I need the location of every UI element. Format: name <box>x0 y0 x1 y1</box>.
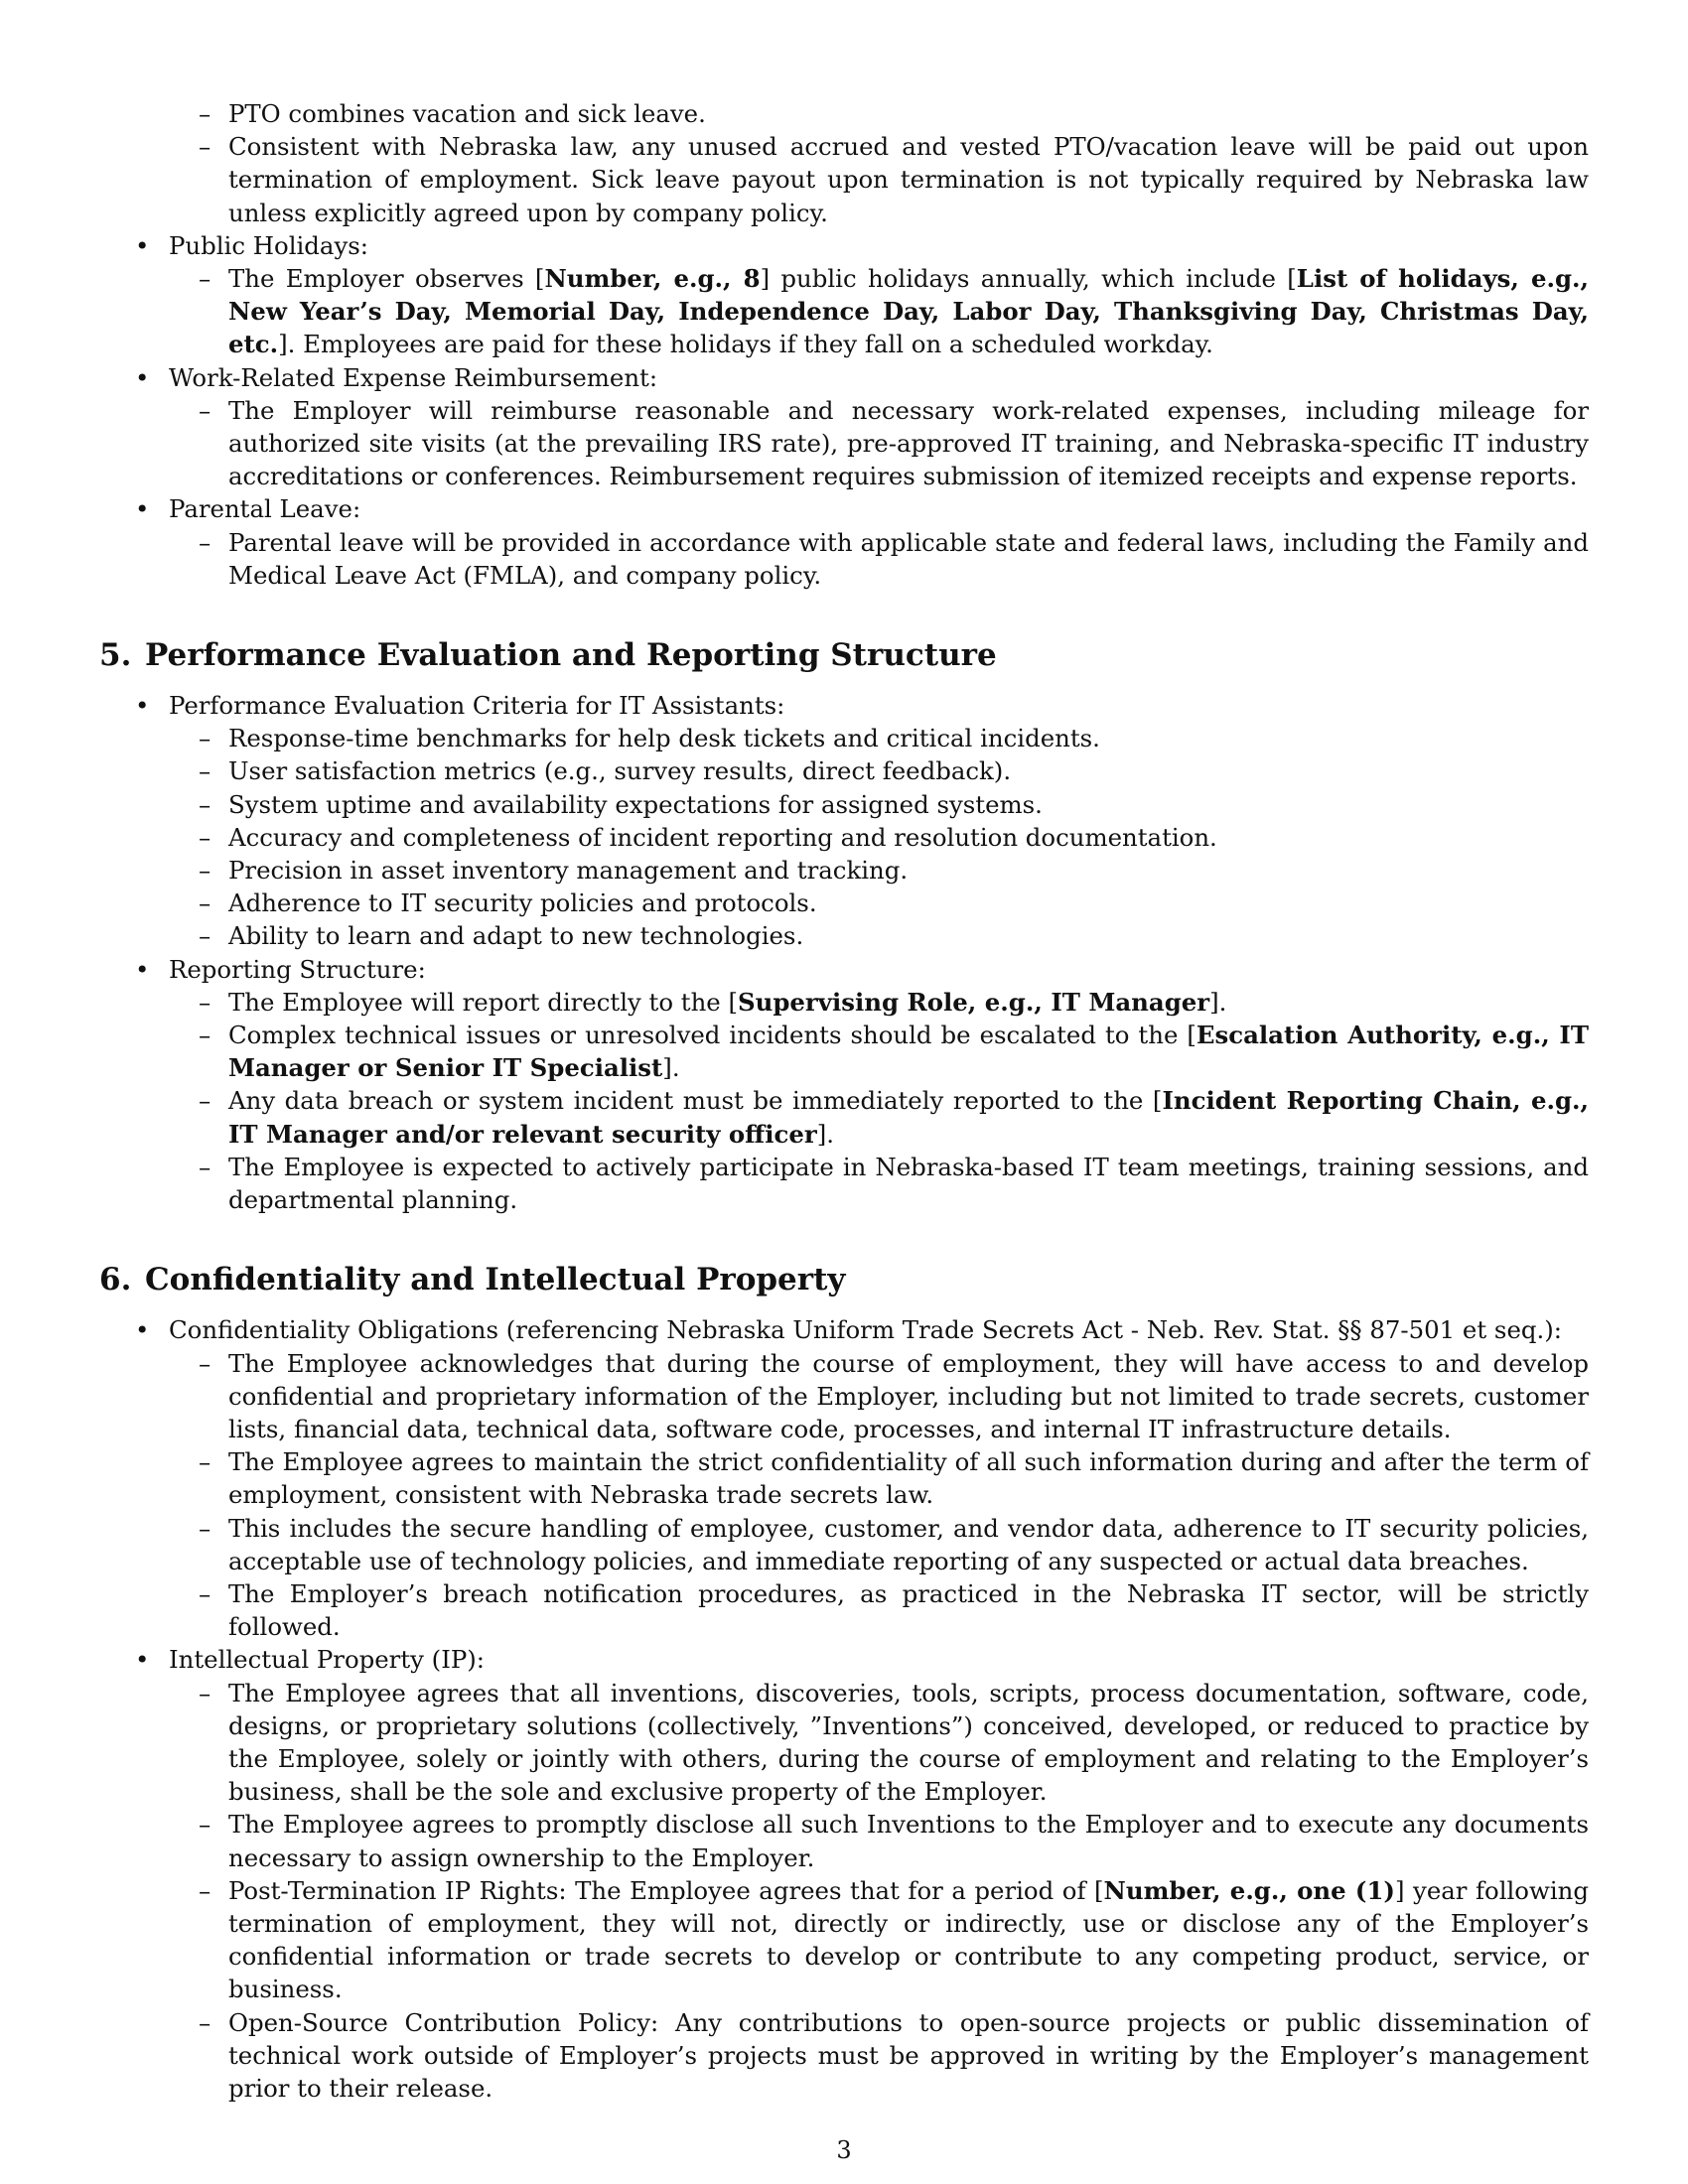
list-item: – Ability to learn and adapt to new technologies. <box>169 919 1589 952</box>
list-item: – PTO combines vacation and sick leave. <box>169 97 1589 130</box>
list-item <box>169 1874 1589 2006</box>
list-item: – Precision in asset inventory management and tracking. <box>169 854 1589 887</box>
parental-sublist <box>169 526 1589 592</box>
ip-label: • Intellectual Property (IP): <box>99 1643 1589 1676</box>
text: Post-Termination IP Rights: The Employee agrees that for a period of [ <box>228 1875 1104 1905</box>
text: The Employer observes [ <box>228 264 545 294</box>
placeholder-text: Escalation Authority, e.g., IT Manager or Senior IT Specialist <box>228 1021 1589 1083</box>
list-item: – Accuracy and completeness of incident reporting and resolution documentation. <box>169 821 1589 854</box>
list-item: – The Employer’s breach notification procedures, as practiced in the Nebraska IT sector, will be strictly followed. <box>169 1577 1589 1643</box>
reporting-label: • Reporting Structure: <box>99 953 1589 986</box>
list-item: – Open-Source Contribution Policy: Any contributions to open-source projects or public dissemination of technical work outside of Employer’s projects must be approved in writing by the Employer’s management prior to their release. <box>169 2006 1589 2106</box>
text: ]. <box>816 1119 834 1149</box>
list-item <box>169 986 1589 1019</box>
criteria-label: • Performance Evaluation Criteria for IT Assistants: <box>99 689 1589 722</box>
list-item <box>169 262 1589 361</box>
list-item <box>169 1019 1589 1084</box>
text: The Employee will report directly to the [ <box>228 987 738 1017</box>
parental-label: • Parental Leave: <box>99 492 1589 525</box>
list-item: – Adherence to IT security policies and protocols. <box>169 887 1589 919</box>
list-item: – Consistent with Nebraska law, any unused accrued and vested PTO/vacation leave will be paid out upon termination of employment. Sick leave payout upon termination is not typically required by Nebraska law unless explicitly agreed upon by company policy. <box>169 130 1589 229</box>
list-item: – This includes the secure handling of employee, customer, and vendor data, adherence to IT security policies, acceptable use of technology policies, and immediate reporting of any suspected or actual data breaches. <box>169 1512 1589 1577</box>
text: ] public holidays annually, which include [ <box>760 264 1297 294</box>
holidays-label: • Public Holidays: <box>99 229 1589 262</box>
holidays-sublist <box>169 262 1589 361</box>
list-item: – The Employee agrees to promptly disclose all such Inventions to the Employer and to execute any documents necessary to assign ownership to the Employer. <box>169 1808 1589 1873</box>
list-item <box>169 1084 1589 1150</box>
pto-sublist <box>169 97 1589 229</box>
expense-sublist <box>169 394 1589 493</box>
placeholder-text: Number, e.g., one (1) <box>1103 1875 1395 1905</box>
expense-label: • Work-Related Expense Reimbursement: <box>99 361 1589 394</box>
text: Complex technical issues or unresolved incidents should be escalated to the [ <box>228 1021 1196 1050</box>
section-heading <box>99 1260 1589 1299</box>
text: ]. <box>1209 987 1227 1017</box>
list-item: – The Employee is expected to actively participate in Nebraska-based IT team meetings, training sessions, and departmental planning. <box>169 1151 1589 1216</box>
placeholder-text: Number, e.g., 8 <box>544 264 761 294</box>
page-number: 3 <box>836 2136 852 2164</box>
list-item: – User satisfaction metrics (e.g., survey results, direct feedback). <box>169 754 1589 787</box>
list-item: – Response-time benchmarks for help desk tickets and critical incidents. <box>169 722 1589 754</box>
list-item: – The Employee agrees that all inventions, discoveries, tools, scripts, process documentation, software, code, designs, or proprietary solutions (collectively, ”Inventions”) conceived, developed, or reduced to practice by the Employee, solely or jointly with others, during the course of employment and relating to the Employer’s business, shall be the sole and exclusive property of the Employer. <box>169 1677 1589 1809</box>
placeholder-text: Supervising Role, e.g., IT Manager <box>738 987 1210 1017</box>
list-item: – The Employee acknowledges that during the course of employment, they will have access to and develop confidential and proprietary information of the Employer, including but not limited to trade secrets, customer lists, financial data, technical data, software code, processes, and internal IT infrastructure details. <box>169 1347 1589 1446</box>
text: ]. Employees are paid for these holidays if they fall on a scheduled workday. <box>278 330 1213 359</box>
placeholder-text: List of holidays, e.g., New Year’s Day, Memorial Day, Independence Day, Labor Day, Thanksgiving Day, Christmas Day, etc. <box>228 264 1589 359</box>
list-item: – The Employer will reimburse reasonable and necessary work-related expenses, including mileage for authorized site visits (at the prevailing IRS rate), pre-approved IT training, and Nebraska-specific IT industry accreditations or conferences. Reimbursement requires submission of itemized receipts and expense reports. <box>169 394 1589 493</box>
reporting-list <box>169 986 1589 1216</box>
text: ]. <box>662 1053 680 1083</box>
ip-list <box>169 1677 1589 2106</box>
section-title: Confidentiality and Intellectual Property <box>145 1262 846 1298</box>
document-page <box>99 97 1589 2105</box>
section-heading <box>99 635 1589 675</box>
placeholder-text: Incident Reporting Chain, e.g., IT Manager and/or relevant security officer <box>228 1086 1589 1149</box>
text: Any data breach or system incident must be immediately reported to the [ <box>228 1086 1163 1116</box>
section-number: 6. <box>99 1262 132 1298</box>
list-item: – System uptime and availability expectations for assigned systems. <box>169 788 1589 821</box>
list-item: – Parental leave will be provided in accordance with applicable state and federal laws, including the Family and Medical Leave Act (FMLA), and company policy. <box>169 526 1589 592</box>
text: ] year following termination of employment, they will not, directly or indirectly, use or disclose any of the Employer’s confidential information or trade secrets to develop or contribute to any competing product, service, or business. <box>228 1875 1589 2004</box>
list-item: – The Employee agrees to maintain the strict confidentiality of all such information during and after the term of employment, consistent with Nebraska trade secrets law. <box>169 1445 1589 1511</box>
confidentiality-list <box>169 1347 1589 1644</box>
section-number: 5. <box>99 637 132 674</box>
section-title: Performance Evaluation and Reporting Structure <box>145 637 997 674</box>
criteria-list <box>169 722 1589 952</box>
confidentiality-label: • Confidentiality Obligations (referencing Nebraska Uniform Trade Secrets Act - Neb. Rev. Stat. §§ 87-501 et seq.): <box>99 1313 1589 1346</box>
